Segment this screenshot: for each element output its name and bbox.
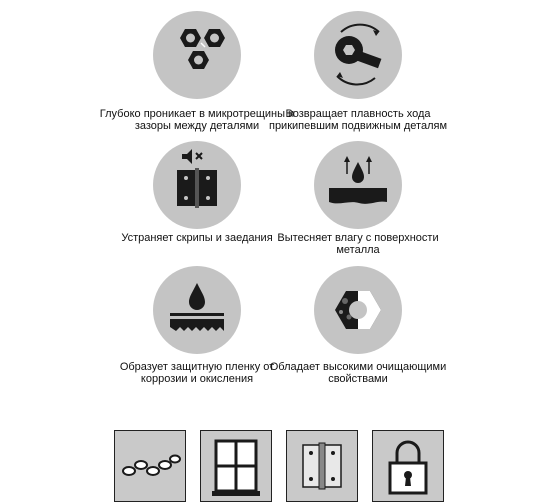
padlock-icon	[373, 431, 443, 501]
protective-film-icon	[152, 265, 242, 355]
door-hinge-tile	[286, 430, 358, 502]
feature-caption: Обладает высокими очищающими свойствами	[269, 361, 447, 385]
clean-nut-icon	[313, 265, 403, 355]
window-icon	[201, 431, 271, 501]
feature-caption: Глубоко проникает в микротрещины и зазоры между деталями	[99, 108, 295, 132]
feature-caption: Устраняет скрипы и заедания	[121, 232, 273, 244]
wrench-rotate-icon	[313, 10, 403, 100]
bolts-icon	[152, 10, 242, 100]
door-hinge-icon	[287, 431, 357, 501]
padlock-tile	[372, 430, 444, 502]
moisture-displace-icon	[313, 140, 403, 230]
feature-caption: Образует защитную пленку от коррозии и окисления	[119, 361, 275, 385]
feature-caption: Вытесняет влагу с поверхности металла	[277, 232, 439, 256]
hinge-mute-icon	[152, 140, 242, 230]
feature-caption: Возвращает плавность хода прикипевшим подвижным деталям	[268, 108, 448, 132]
window-tile	[200, 430, 272, 502]
chain-icon	[115, 431, 185, 501]
chain-tile	[114, 430, 186, 502]
